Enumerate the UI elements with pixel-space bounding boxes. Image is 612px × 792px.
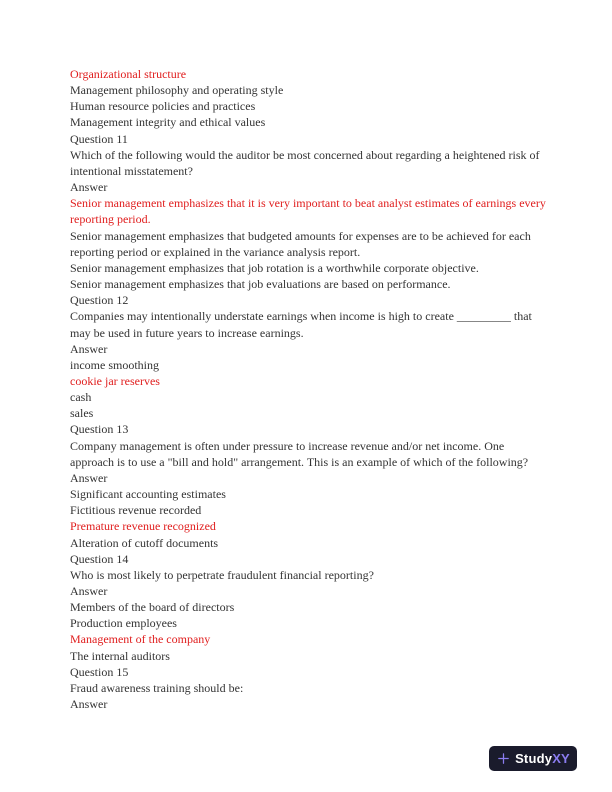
doc-line: Answer [70, 584, 108, 598]
brand-study-text: Study [515, 751, 553, 766]
doc-line: Which of the following would the auditor be most concerned about regarding a heightened risk of intentional misstatement? [70, 147, 540, 178]
doc-line: Question 11 [70, 131, 128, 146]
doc-line: Members of the board of directors [70, 600, 235, 615]
doc-line: Answer [70, 697, 108, 712]
doc-line: Production employees [70, 616, 177, 631]
doc-line: Senior management emphasizes that budgeted amounts for expenses are to be achieved for each reporting period or explained in the variance analysis report. [70, 228, 531, 259]
doc-line: Answer [70, 470, 108, 485]
doc-line: Organizational structure [70, 67, 187, 81]
studyxy-logo [489, 746, 577, 771]
doc-line: sales [70, 406, 94, 421]
plus-icon [496, 751, 511, 766]
doc-line: Who is most likely to perpetrate fraudulent financial reporting? [70, 567, 374, 582]
doc-line: Fictitious revenue recorded [70, 503, 202, 518]
doc-line: The internal auditors [70, 648, 170, 663]
doc-line: Question 13 [70, 422, 129, 437]
doc-line: Senior management emphasizes that job rotation is a worthwhile corporate objective. [70, 260, 479, 275]
doc-line: income smoothing [70, 357, 159, 372]
doc-line: Question 15 [70, 664, 129, 679]
doc-line: Companies may intentionally understate earnings when income is high to create _________ that may be used in future years to increase earnings. [70, 309, 532, 340]
doc-line: Significant accounting estimates [70, 487, 226, 502]
doc-line: Answer [70, 341, 108, 356]
doc-line: Fraud awareness training should be: [70, 680, 244, 695]
document-body [70, 66, 546, 712]
doc-line: Senior management emphasizes that job evaluations are based on performance. [70, 277, 451, 292]
doc-line: Alteration of cutoff documents [70, 535, 219, 550]
doc-line: Senior management emphasizes that it is very important to beat analyst estimates of earnings every reporting period. [70, 196, 546, 227]
doc-line: Answer [70, 180, 108, 195]
brand-name [515, 751, 570, 766]
doc-line: Management of the company [70, 632, 211, 647]
doc-line: Management integrity and ethical values [70, 115, 266, 130]
doc-line: Company management is often under pressure to increase revenue and/or net income. One approach is to use a "bill and hold" arrangement. This is an example of which of the following? [70, 438, 529, 469]
doc-line: Management philosophy and operating style [70, 83, 284, 98]
brand-xy-text: XY [552, 751, 570, 766]
doc-line: Human resource policies and practices [70, 99, 256, 114]
doc-line: cookie jar reserves [70, 373, 160, 388]
doc-line: Question 12 [70, 293, 129, 308]
doc-line: Question 14 [70, 551, 129, 566]
doc-line: Premature revenue recognized [70, 519, 216, 534]
doc-line: cash [70, 390, 92, 405]
